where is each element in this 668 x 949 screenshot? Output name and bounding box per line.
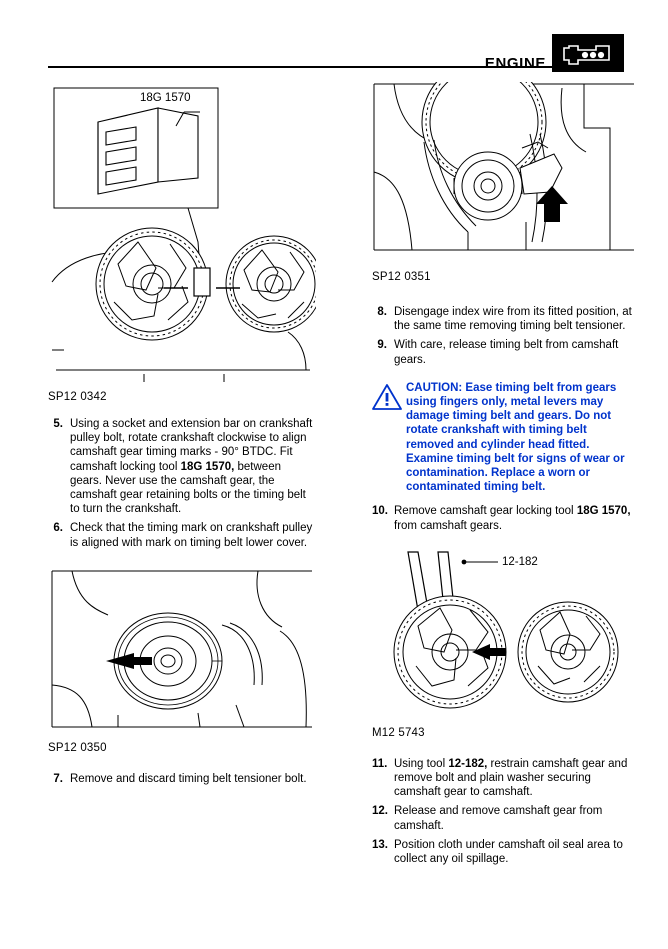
right-column	[372, 82, 636, 871]
step-text: Release and remove camshaft gear from camshaft.	[394, 805, 603, 832]
step-number: 7.	[53, 772, 63, 785]
list-item	[372, 838, 636, 866]
step-list-right-mid	[372, 504, 636, 532]
figure-caption-sp12-0351: SP12 0351	[372, 271, 431, 283]
step-number: 8.	[377, 306, 387, 318]
step-text: Disengage index wire from its fitted position, at the same time removing timing belt tensioner.	[394, 306, 632, 333]
timing-belt-tensioner-diagram	[372, 82, 636, 262]
crankshaft-pulley-diagram	[48, 565, 316, 733]
step-number: 10.	[372, 505, 388, 518]
step-number: 11.	[372, 757, 388, 770]
step-list-left-top	[48, 417, 316, 550]
figure-caption-m12-5743: M12 5743	[372, 726, 425, 739]
step-list-right-bottom	[372, 757, 636, 866]
camshaft-gears-diagram	[48, 82, 316, 382]
figure-m12-5743	[372, 548, 636, 739]
list-item	[48, 417, 316, 516]
figure-sp12-0350	[48, 565, 316, 754]
left-column	[48, 82, 316, 791]
figure-caption-sp12-0350: SP12 0350	[48, 741, 107, 754]
figure-sp12-0351	[372, 82, 636, 283]
list-item	[372, 757, 636, 800]
caution-block	[372, 381, 636, 495]
list-item	[48, 521, 316, 549]
step-text: Position cloth under camshaft oil seal area to collect any oil spillage.	[394, 838, 623, 866]
step-number: 5.	[53, 418, 63, 430]
step-text: Using a socket and extension bar on crankshaft pulley bolt, rotate crankshaft clockwise to align camshaft gear timing marks - 90° BTDC. Fit camshaft locking tool 18G 1570, between gears. Never use the camshaft gear, the camshaft gear retaining bolts or the timing belt to turn the crankshaft.	[70, 418, 313, 516]
step-text: Remove and discard timing belt tensioner bolt.	[70, 772, 307, 785]
list-item	[372, 504, 636, 532]
figure-caption-sp12-0342: SP12 0342	[48, 391, 107, 403]
list-item	[372, 804, 636, 832]
page-title: ENGINE	[484, 55, 546, 72]
step-number: 12.	[372, 805, 388, 818]
page-header	[0, 22, 668, 72]
step-list-right-top	[372, 305, 636, 367]
step-number: 13.	[372, 838, 388, 851]
step-list-left-bottom	[48, 772, 316, 786]
step-text: Remove camshaft gear locking tool 18G 1570, from camshaft gears.	[394, 505, 631, 532]
step-text: Using tool 12-182, restrain camshaft gear and remove bolt and plain washer securing camshaft gear to camshaft.	[394, 757, 628, 799]
callout-12-182: 12-182	[502, 555, 538, 568]
warning-triangle-icon	[372, 381, 406, 495]
step-text: Check that the timing mark on crankshaft pulley is aligned with mark on timing belt lower cover.	[70, 522, 313, 549]
step-text: With care, release timing belt from camshaft gears.	[394, 339, 619, 366]
camshaft-gear-restraining-tool-diagram	[372, 548, 636, 718]
list-item	[372, 305, 636, 333]
engine-block-icon	[552, 34, 624, 72]
callout-18g-1570: 18G 1570	[140, 92, 191, 104]
list-item	[372, 338, 636, 366]
step-number: 9.	[377, 339, 387, 352]
figure-sp12-0342	[48, 82, 316, 403]
caution-text: CAUTION: Ease timing belt from gears using fingers only, metal levers may damage timing belt and gears. Do not rotate crankshaft with timing belt removed and cylinder head fitted. Examine timing belt for signs of wear or contamination. Replace a worn or contaminated timing belt.	[406, 381, 625, 494]
step-number: 6.	[53, 522, 63, 535]
list-item	[48, 772, 316, 786]
